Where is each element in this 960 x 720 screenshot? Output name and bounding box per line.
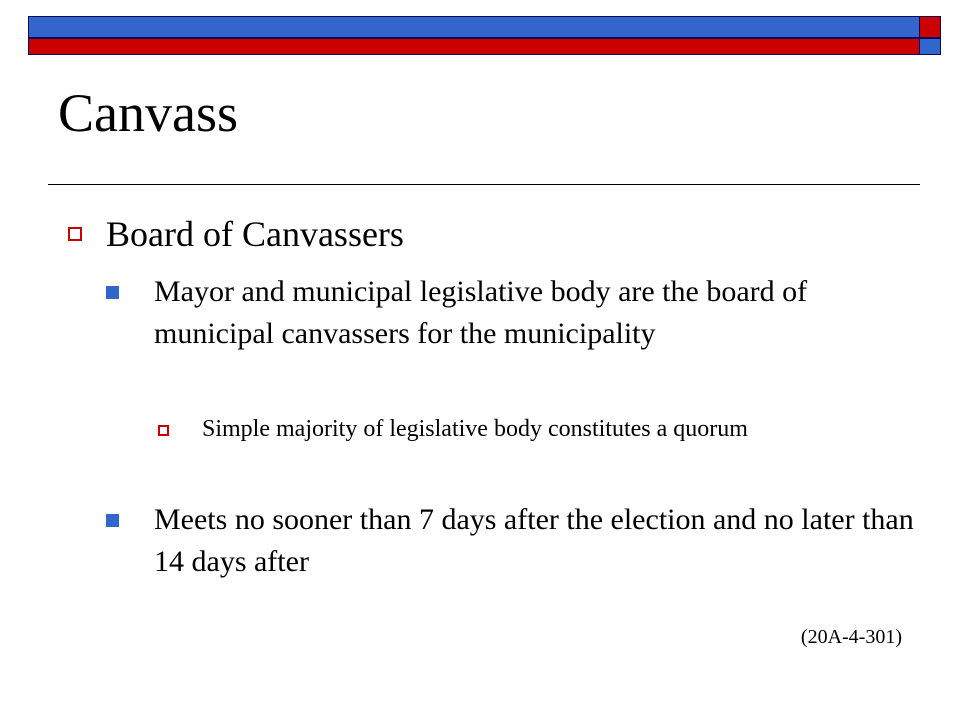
bullet-point: Mayor and municipal legislative body are the board of municipal canvassers for the municipality (154, 275, 808, 350)
hollow-square-bullet-icon (68, 227, 82, 241)
header-blue-square (919, 38, 941, 55)
header-red-bar (28, 38, 920, 55)
hollow-square-bullet-icon (158, 425, 169, 436)
slide-title: Canvass (58, 83, 238, 143)
square-bullet-icon (106, 514, 119, 527)
bullet-point: Meets no sooner than 7 days after the election and no later than 14 days after (154, 503, 914, 578)
bullet-heading: Board of Canvassers (106, 214, 404, 254)
header-red-square (919, 16, 941, 38)
sub-bullet-point: Simple majority of legislative body constitutes a quorum (202, 416, 748, 442)
citation: (20A-4-301) (800, 626, 902, 648)
square-bullet-icon (106, 286, 119, 299)
header-blue-bar (28, 16, 920, 38)
title-divider (48, 184, 920, 185)
